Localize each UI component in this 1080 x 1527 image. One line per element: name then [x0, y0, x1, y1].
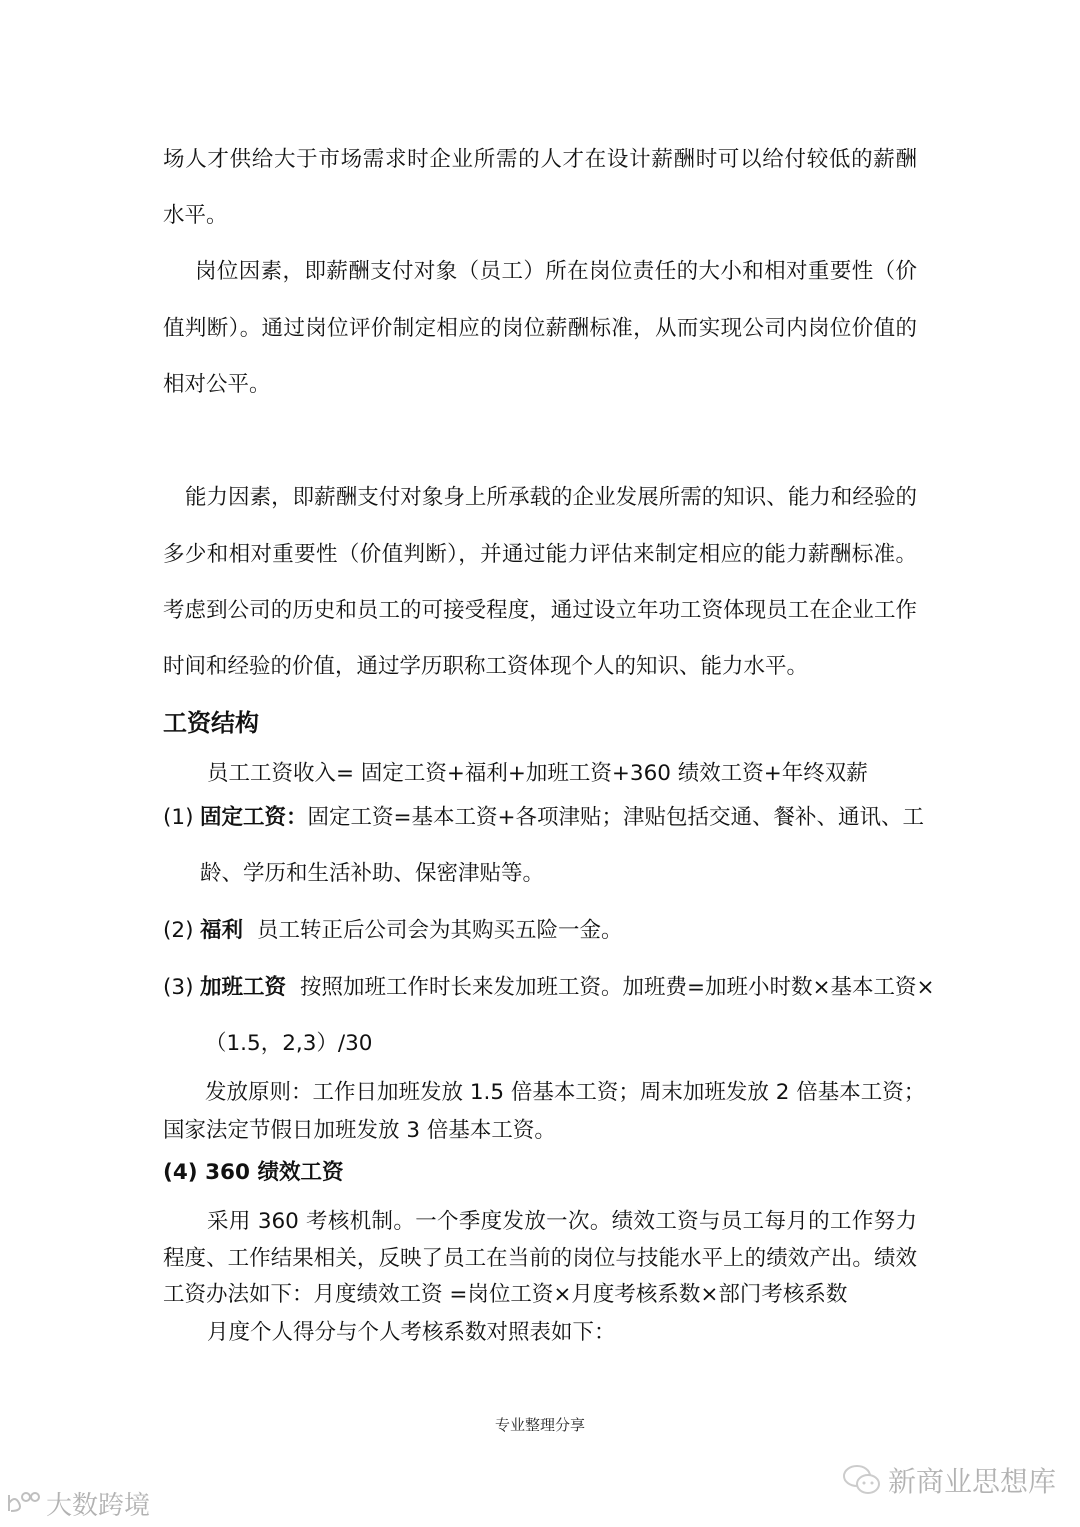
- overtime-multipliers: （1.5，2,3）/30: [205, 1031, 373, 1056]
- item-number: (1): [163, 805, 194, 830]
- watermark-right: [842, 1460, 1056, 1500]
- logo-icon: [6, 1491, 40, 1517]
- item-number: (2): [163, 918, 194, 943]
- text-line: 工资办法如下：月度绩效工资 =岗位工资×月度考核系数×部门考核系数: [163, 1282, 848, 1307]
- item-label: 固定工资：: [200, 805, 308, 830]
- item-text: 固定工资=基本工资+各项津贴；津贴包括交通、餐补、通讯、工: [307, 805, 925, 830]
- item-number: (3): [163, 975, 194, 1000]
- page-footer: 专业整理分享: [494, 1416, 585, 1434]
- text-line: 时间和经验的价值，通过学历职称工资体现个人的知识、能力水平。: [163, 654, 809, 679]
- text-line: 考虑到公司的历史和员工的可接受程度，通过设立年功工资体现员工在企业工作: [163, 598, 917, 623]
- section-heading: 工资结构: [163, 709, 259, 737]
- item-text: 龄、学历和生活补助、保密津贴等。: [200, 861, 545, 886]
- text-line: 月度个人得分与个人考核系数对照表如下：: [207, 1320, 616, 1345]
- item-label: 加班工资: [200, 975, 287, 1000]
- text-line: 能力因素，即薪酬支付对象身上所承载的企业发展所需的知识、能力和经验的: [185, 485, 917, 510]
- salary-formula: 员工工资收入= 固定工资+福利+加班工资+360 绩效工资+年终双薪: [207, 761, 868, 786]
- text-line: 多少和相对重要性（价值判断），并通过能力评估来制定相应的能力薪酬标准。: [163, 542, 917, 567]
- wechat-icon: [842, 1463, 882, 1497]
- item-text: 按照加班工作时长来发加班工资。加班费=加班小时数×基本工资×: [300, 975, 935, 1000]
- item-label: 福利: [200, 918, 244, 943]
- text-line: 岗位因素，即薪酬支付对象（员工）所在岗位责任的大小和相对重要性（价: [195, 259, 917, 284]
- text-line: 相对公平。: [163, 372, 271, 397]
- item-title: (4) 360 绩效工资: [163, 1160, 344, 1185]
- watermark-left: [6, 1485, 150, 1522]
- text-line: 采用 360 考核机制。一个季度发放一次。绩效工资与员工每月的工作努力: [207, 1209, 917, 1234]
- text-line: 发放原则：工作日加班发放 1.5 倍基本工资；周末加班发放 2 倍基本工资；: [205, 1080, 926, 1105]
- text-line: 水平。: [163, 203, 228, 228]
- item-text: 员工转正后公司会为其购买五险一金。: [257, 918, 623, 943]
- text-line: 场人才供给大于市场需求时企业所需的人才在设计薪酬时可以给付较低的薪酬: [163, 147, 917, 172]
- text-line: 值判断）。通过岗位评价制定相应的岗位薪酬标准，从而实现公司内岗位价值的: [163, 316, 917, 341]
- watermark-text: 大数跨境: [46, 1491, 151, 1521]
- text-line: 程度、工作结果相关，反映了员工在当前的岗位与技能水平上的绩效产出。绩效: [163, 1246, 917, 1271]
- watermark-text: 新商业思想库: [888, 1465, 1057, 1498]
- text-line: 国家法定节假日加班发放 3 倍基本工资。: [163, 1118, 556, 1143]
